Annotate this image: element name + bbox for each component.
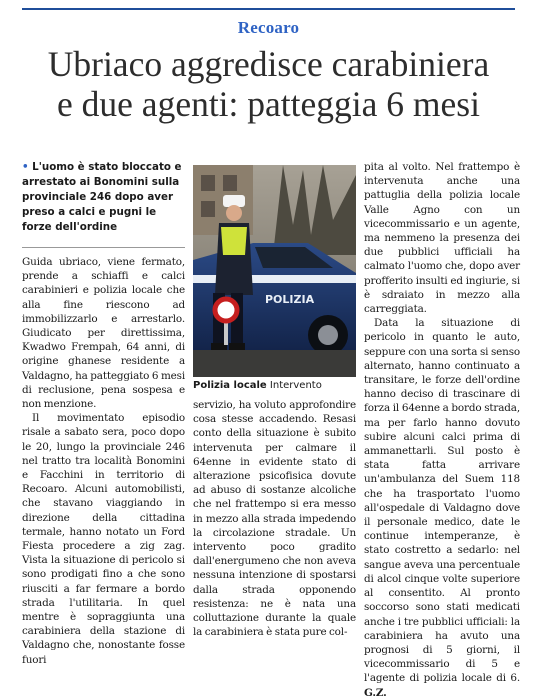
section-label: Recoaro — [237, 18, 300, 37]
top-rule — [22, 8, 515, 10]
bullet-icon: • — [22, 161, 33, 173]
headline-line-2: e due agenti: patteggia 6 mesi — [57, 84, 480, 124]
kicker-text: L'uomo è stato bloccato e arrestato ai Bonomini sulla provinciale 246 dopo aver preso a calci e pugni le forze dell'ordine — [22, 161, 182, 233]
body-column-1 — [22, 255, 185, 665]
paragraph: pita al volto. Nel frattempo è intervenuta anche una pattuglia della polizia locale Valle Agno con un vicecommissario e un agente, ma nemmeno la presenza dei due pubblici ufficiali ha calmato l'uomo che, dopo aver profferito insulti ed ingiurie, si è sdraiato in mezzo alla carreggiata. — [364, 161, 520, 316]
article-photo — [193, 165, 356, 377]
car-lettering: POLIZIA — [265, 293, 315, 306]
paragraph: servizio, ha voluto approfondire cosa stesse accadendo. Resasi conto della situazione è subito intervenuta per calmare il 64enne in evidente stato di alterazione psicofisica dovute ad abuso di sostanze alcoliche che nel frattempo si era messo in mezzo alla strada impedendo la circolazione stradale. Un intervento poco gradito dall'energumeno che non aveva nessuna intenzione di spostarsi dalla strada opponendo resistenza: ne è nata una colluttazione durante la quale la carabiniera è stata pure col- — [193, 399, 356, 639]
headline — [18, 44, 519, 124]
paragraph: Guida ubriaco, viene fermato, prende a schiaffi e calci carabinieri e polizia locale che alla fine riescono ad immobilizzarlo e arrestarlo. Giudicato per direttissima, Kwadwo Frempah, 64 anni, di origine ghanese residente a Valdagno, ha patteggiato 6 mesi di reclusione, pena sospesa e non menzione. — [22, 256, 185, 411]
caption-text: Intervento — [269, 380, 322, 391]
caption-bold: Polizia locale — [193, 380, 267, 391]
kicker-divider — [22, 247, 185, 248]
paragraph-text: Data la situazione di pericolo in quanto le auto, seppure con una sorta si senso alternato, hanno continuato a transitare, le forze dell'ordine hanno deciso di trascinare di forza il 64enne a bordo strada, ma per farlo hanno dovuto subire alcuni calci prima di ammanettarli. Sul posto è stata fatta arrivare un'ambulanza del Suem 118 che ha trasportato l'uomo all'ospedale di Valdagno dove il personale medico, date le continue intemperanze, è stato costretto a sedarlo: nel sangue aveva una percentuale di alcol cinque volte superiore al consentito. Al pronto soccorso sono stati medicati anche i tre pubblici ufficiali: la carabiniera ha avuto una prognosi di 5 giorni, il vicecommissario di 5 e l'agente di polizia locale di 6. — [364, 317, 520, 685]
photo-caption — [193, 380, 356, 391]
paragraph — [364, 316, 520, 699]
author-signature: G.Z. — [364, 686, 387, 699]
police-car-photo — [193, 165, 356, 377]
body-column-3 — [364, 160, 520, 699]
headline-line-1: Ubriaco aggredisce carabiniera — [47, 44, 490, 84]
body-column-2 — [193, 398, 356, 665]
kicker — [22, 160, 185, 235]
paragraph: Il movimentato episodio risale a sabato sera, poco dopo le 20, lungo la provinciale 246 nel tratto tra località Bonomini e Facchini in territorio di Recoaro. Alcuni automobilisti, che stavano viaggiando in direzione della cittadina termale, hanno notato un Ford Fiesta procedere a zig zag. Vista la situazione di pericolo si sono prodigati fino a che sono riusciti a far fermare a bordo strada l'utilitaria. In quel mentre è sopraggiunta una carabiniera della stazione di Valdagno che, nonostante fosse fuori — [22, 412, 185, 666]
